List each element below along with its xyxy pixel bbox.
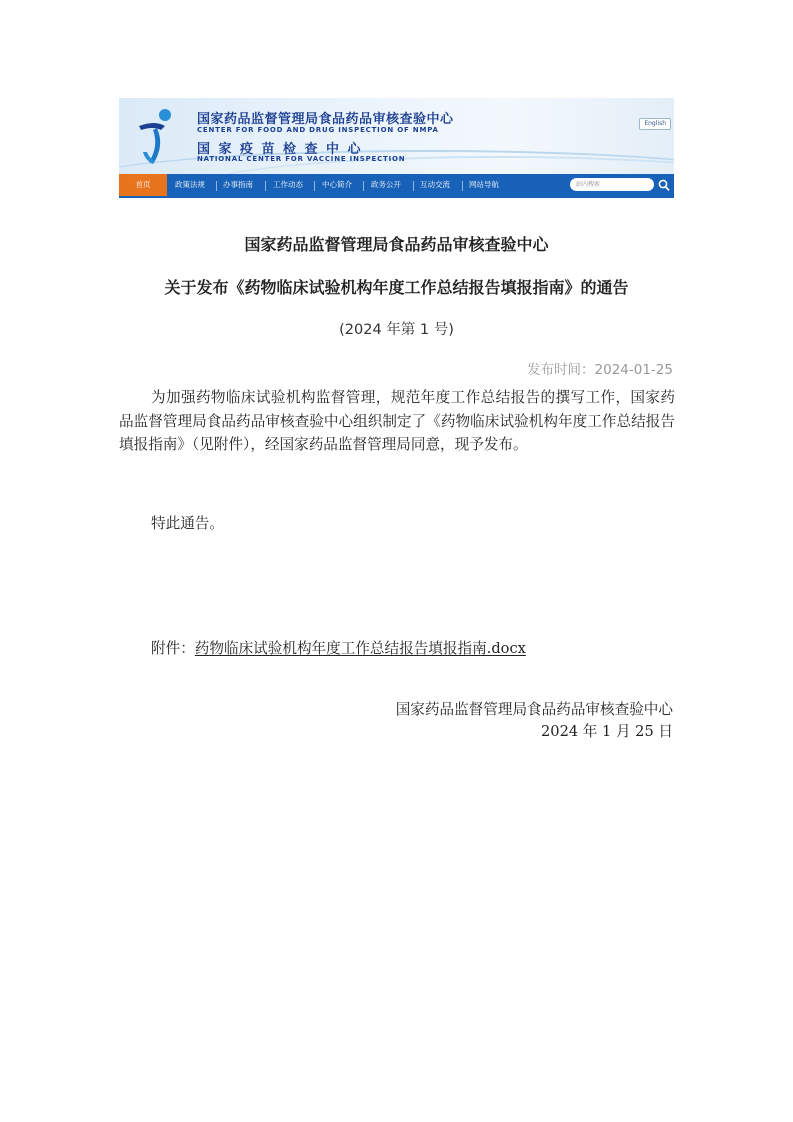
publish-date-value: 2024-01-25: [594, 362, 673, 378]
attachment-link[interactable]: 药物临床试验机构年度工作总结报告填报指南.docx: [194, 640, 526, 657]
nmpa-logo-icon[interactable]: [135, 106, 177, 168]
nav-item-home[interactable]: 首页: [119, 174, 167, 196]
site-banner: [119, 98, 674, 198]
nav-divider: [314, 181, 315, 191]
article-title-org: 国家药品监督管理局食品药品审核查验中心: [244, 235, 549, 254]
nav-divider: [462, 181, 463, 191]
nav-item-interaction[interactable]: 互动交流: [420, 180, 450, 189]
issue-number: (2024 年第 1 号): [339, 322, 454, 338]
publish-date-label: 发布时间：: [527, 362, 595, 378]
nav-divider: [265, 181, 266, 191]
nav-item-policy[interactable]: 政策法规: [175, 180, 205, 189]
nav-item-news[interactable]: 工作动态: [273, 180, 303, 189]
search-input[interactable]: 站内搜索: [570, 178, 654, 191]
nav-item-disclosure[interactable]: 政务公开: [371, 180, 401, 189]
english-link[interactable]: English: [639, 118, 671, 130]
article-paragraph: 为加强药物临床试验机构监督管理，规范年度工作总结报告的撰写工作，国家药品监督管理局食品药品审核查验中心组织制定了《药物临床试验机构年度工作总结报告填报指南》（见附件），经国家药品监督管理局同意，现予发布。: [119, 389, 675, 453]
article-paragraph: 特此通告。: [151, 515, 224, 532]
nav-divider: [413, 181, 414, 191]
nav-item-guide[interactable]: 办事指南: [223, 180, 253, 189]
banner-header: [119, 98, 674, 174]
vaccine-center-en: NATIONAL CENTER FOR VACCINE INSPECTION: [197, 155, 406, 163]
org-name-cn: 国家药品监督管理局食品药品审核查验中心: [197, 112, 454, 127]
signature-org: 国家药品监督管理局食品药品审核查验中心: [395, 701, 673, 718]
nav-divider: [363, 181, 364, 191]
search-icon[interactable]: [658, 178, 670, 192]
nav-item-about[interactable]: 中心简介: [322, 180, 352, 189]
attachment-label: 附件：: [151, 640, 195, 657]
article-title: 关于发布《药物临床试验机构年度工作总结报告填报指南》的通告: [164, 278, 629, 297]
attachment: [151, 637, 526, 658]
nav-item-sitemap[interactable]: 网站导航: [469, 180, 499, 189]
org-name-en: CENTER FOR FOOD AND DRUG INSPECTION OF NMPA: [197, 126, 439, 134]
signature-date: 2024 年 1 月 25 日: [541, 723, 673, 740]
main-nav: [119, 174, 674, 198]
vaccine-center-cn: 国家疫苗检查中心: [197, 142, 370, 157]
nav-divider: [216, 181, 217, 191]
publish-date: [527, 358, 673, 378]
